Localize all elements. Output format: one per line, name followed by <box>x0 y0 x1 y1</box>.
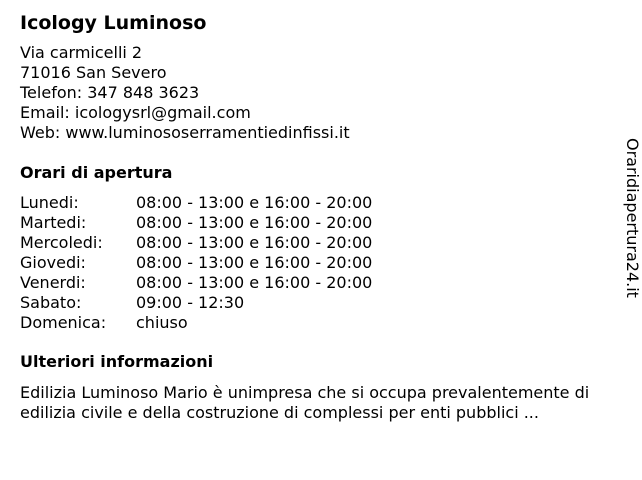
street-address: Via carmicelli 2 <box>20 43 143 62</box>
time-value: 08:00 - 13:00 e 16:00 - 20:00 <box>136 233 373 252</box>
day-label: Sabato: <box>20 293 82 312</box>
web-line: Web: www.luminososerramentiedinfissi.it <box>20 123 350 142</box>
hours-row-giovedi <box>20 253 616 273</box>
additional-info-text: Edilizia Luminoso Mario è unimpresa che si occupa prevalentemente di edilizia civile e della costruzione di complessi per enti pubblici ... <box>20 383 590 422</box>
hours-row-mercoledi <box>20 233 616 253</box>
hours-row-sabato <box>20 293 616 313</box>
hours-row-lunedi <box>20 193 616 213</box>
hours-row-venerdi <box>20 273 616 293</box>
day-label: Domenica: <box>20 313 107 332</box>
address-block <box>20 43 616 143</box>
hours-row-martedi <box>20 213 616 233</box>
time-value: 08:00 - 13:00 e 16:00 - 20:00 <box>136 213 373 232</box>
opening-hours-title: Orari di apertura <box>20 163 173 182</box>
watermark-text: Oraridiapertura24.it <box>623 138 642 298</box>
additional-info-title: Ulteriori informazioni <box>20 352 214 371</box>
day-label: Venerdi: <box>20 273 86 292</box>
day-label: Mercoledi: <box>20 233 103 252</box>
time-value: 09:00 - 12:30 <box>136 293 245 312</box>
day-label: Martedi: <box>20 213 87 232</box>
site-watermark <box>622 138 642 318</box>
postal-city: 71016 San Severo <box>20 63 167 82</box>
business-name: Icology Luminoso <box>20 12 207 34</box>
day-label: Giovedi: <box>20 253 86 272</box>
hours-row-domenica <box>20 313 616 333</box>
time-value: 08:00 - 13:00 e 16:00 - 20:00 <box>136 273 373 292</box>
email-line: Email: icologysrl@gmail.com <box>20 103 251 122</box>
phone-line: Telefon: 347 848 3623 <box>20 83 200 102</box>
time-value: 08:00 - 13:00 e 16:00 - 20:00 <box>136 193 373 212</box>
time-value: 08:00 - 13:00 e 16:00 - 20:00 <box>136 253 373 272</box>
time-value: chiuso <box>136 313 188 332</box>
opening-hours-table <box>20 193 616 333</box>
day-label: Lunedi: <box>20 193 79 212</box>
business-card <box>20 10 616 423</box>
